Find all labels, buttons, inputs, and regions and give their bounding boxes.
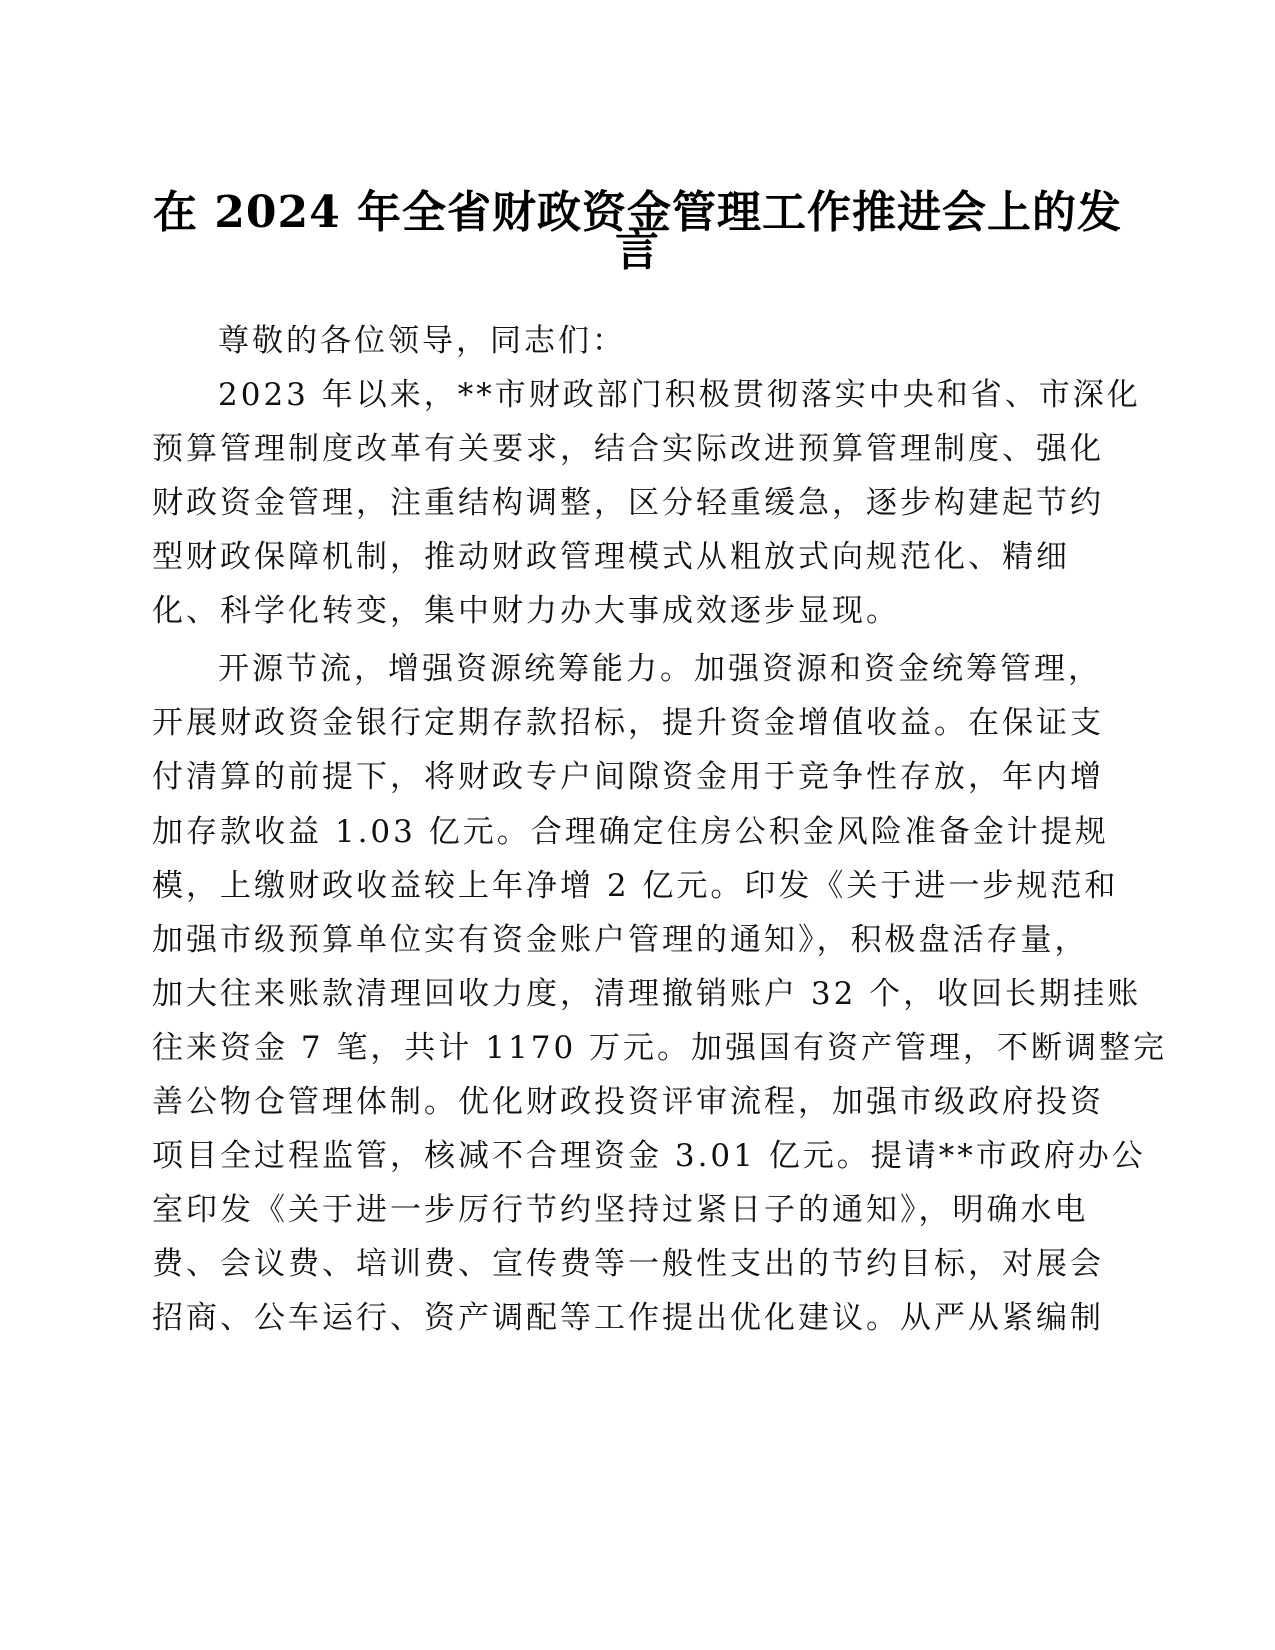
document-title-line-2: 言 [615, 225, 660, 276]
paragraph-line: 开展财政资金银行定期存款招标，提升资金增值收益。在保证支 [152, 705, 1104, 741]
paragraph-line: 项目全过程监管，核减不合理资金 3.01 亿元。提请**市政府办公 [152, 1138, 1146, 1174]
paragraph-line: 化、科学化转变，集中财力办大事成效逐步显现。 [152, 593, 900, 629]
salutation: 尊敬的各位领导，同志们： [218, 323, 626, 359]
paragraph-line: 加强市级预算单位实有资金账户管理的通知》，积极盘活存量， [152, 922, 1089, 958]
paragraph-line: 招商、公车运行、资产调配等工作提出优化建议。从严从紧编制 [152, 1300, 1104, 1336]
paragraph-line: 往来资金 7 笔，共计 1170 万元。加强国有资产管理，不断调整完 [152, 1030, 1168, 1066]
paragraph-line: 室印发《关于进一步厉行节约坚持过紧日子的通知》，明确水电 [152, 1192, 1089, 1228]
paragraph-line: 加存款收益 1.03 亿元。合理确定住房公积金风险准备金计提规 [152, 814, 1109, 850]
paragraph-line: 预算管理制度改革有关要求，结合实际改进预算管理制度、强化 [152, 431, 1104, 467]
paragraph-line: 2023 年以来，**市财政部门积极贯彻落实中央和省、市深化 [218, 377, 1141, 413]
paragraph-line: 费、会议费、培训费、宣传费等一般性支出的节约目标，对展会 [152, 1246, 1104, 1282]
document-title-line-1: 在 2024 年全省财政资金管理工作推进会上的发 [152, 187, 1123, 238]
paragraph-line: 财政资金管理，注重结构调整，区分轻重缓急，逐步构建起节约 [152, 485, 1104, 521]
paragraph-line: 型财政保障机制，推动财政管理模式从粗放式向规范化、精细 [152, 539, 1070, 575]
paragraph-line: 开源节流，增强资源统筹能力。加强资源和资金统筹管理， [218, 651, 1102, 687]
paragraph-line: 善公物仓管理体制。优化财政投资评审流程，加强市级政府投资 [152, 1084, 1104, 1120]
paragraph-line: 加大往来账款清理回收力度，清理撤销账户 32 个，收回长期挂账 [152, 976, 1142, 1012]
paragraph-line: 付清算的前提下，将财政专户间隙资金用于竞争性存放，年内增 [152, 759, 1104, 795]
paragraph-line: 模，上缴财政收益较上年净增 2 亿元。印发《关于进一步规范和 [152, 868, 1119, 904]
